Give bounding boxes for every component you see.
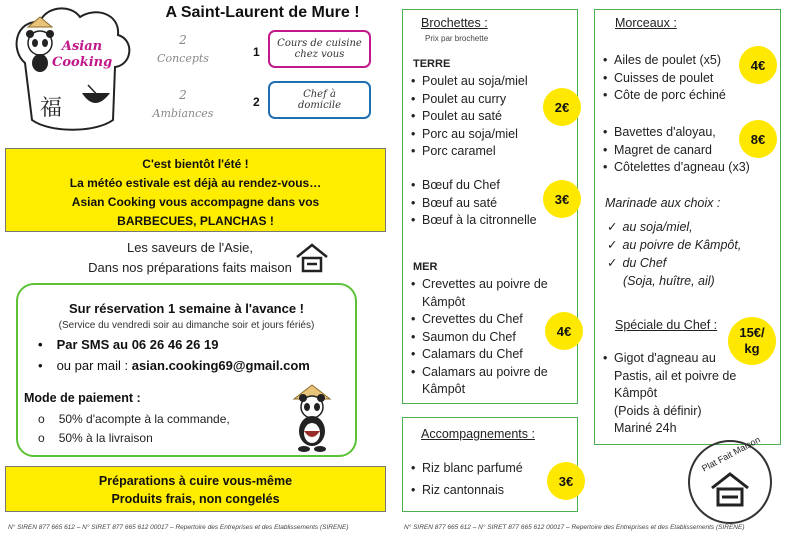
accompagnements-box <box>402 417 578 512</box>
ambiances-label: Ambiances <box>152 107 214 120</box>
list-item: • Riz blanc parfumé <box>411 461 523 475</box>
list-item: • Calamars du Chef <box>411 347 523 361</box>
list-item: • Crevettes du Chef <box>411 312 523 326</box>
list-item: • Porc caramel <box>411 144 496 158</box>
list-item: ✓ au poivre de Kâmpôt, <box>607 238 742 252</box>
fait-maison-stamp <box>688 434 772 524</box>
list-item: • Porc au soja/miel <box>411 126 518 141</box>
page-title: A Saint-Laurent de Mure ! <box>165 4 360 21</box>
list-item: • Ailes de poulet (x5) <box>603 53 722 67</box>
list-item: • Poulet au soja/miel <box>411 74 528 88</box>
list-item: • Riz cantonnais <box>411 482 504 497</box>
morceaux-group2-list <box>603 124 750 177</box>
concepts-label: Concepts <box>157 52 209 65</box>
list-item: • Crevettes au poivre de Kâmpôt <box>411 277 548 309</box>
list-item: • Bavettes d'aloyau, <box>603 125 716 139</box>
terre-group1-list <box>411 73 528 161</box>
list-item: • Cuisses de poulet <box>603 70 714 85</box>
special-title: Spéciale du Chef : <box>615 318 718 332</box>
brochettes-subtitle: Prix par brochette <box>425 34 489 43</box>
pill2-label: Chef à domicile <box>297 89 342 111</box>
list-item: • Côte de porc échiné <box>603 88 726 102</box>
reservation-box <box>16 283 357 457</box>
price-badge: 8€ <box>739 120 777 158</box>
list-item: ✓ au soja/miel, <box>607 220 693 234</box>
check-icon: ✓ <box>607 220 618 234</box>
pill2-number: 2 <box>253 95 260 109</box>
payment-list <box>38 410 230 448</box>
ambiances-number: 2 <box>179 88 187 102</box>
list-item: • Saumon du Chef <box>411 329 516 344</box>
marinade-note: (Soja, huître, ail) <box>623 274 715 288</box>
morceaux-box <box>594 9 781 445</box>
asian-cooking-logo <box>10 5 135 140</box>
list-item: • Poulet au saté <box>411 109 502 123</box>
mail-prefix: ou par mail : <box>56 358 132 373</box>
morceaux-group1-list <box>603 52 726 105</box>
pill1-label: Cours de cuisine chez vous <box>277 38 362 60</box>
marinade-title: Marinade aux choix : <box>605 196 721 210</box>
saveurs-text <box>50 238 330 278</box>
concepts-number: 2 <box>179 33 187 47</box>
terre-label: TERRE <box>413 58 451 70</box>
brochettes-box <box>402 9 578 404</box>
mer-list <box>411 276 561 399</box>
logo-line1: Asian <box>61 39 103 54</box>
price-badge: 4€ <box>545 312 583 350</box>
payment-item: o 50% d'acompte à la commande, <box>38 412 230 426</box>
terre-group2-list <box>411 177 537 230</box>
bottom-banner-line1: Préparations à cuire vous-même <box>98 474 293 488</box>
price-badge: 3€ <box>547 462 585 500</box>
list-item: • Magret de canard <box>603 142 712 157</box>
special-note: (Poids à définir) <box>614 403 702 418</box>
price-badge: 2€ <box>543 88 581 126</box>
payment-title: Mode de paiement : <box>24 391 141 405</box>
accompagnements-title: Accompagnements : <box>421 427 535 441</box>
list-item: • Bœuf du Chef <box>411 178 500 192</box>
price-badge: 4€ <box>739 46 777 84</box>
pill1-number: 1 <box>253 45 260 59</box>
house-icon <box>294 242 330 274</box>
saveurs-line1: Les saveurs de l'Asie, <box>126 240 254 255</box>
list-item: • Côtelettes d'agneau (x3) <box>603 160 750 174</box>
brochettes-title: Brochettes : <box>421 16 488 30</box>
sms-text: Par SMS au 06 26 46 26 19 <box>56 337 219 352</box>
banner-line2: La météo estivale est déjà au rendez-vous… <box>69 176 322 190</box>
reservation-title: Sur réservation 1 semaine à l'avance ! <box>68 301 305 316</box>
check-icon: ✓ <box>607 238 618 252</box>
stamp-text: Plat Fait Maison <box>700 434 762 474</box>
pill-chef-domicile <box>268 81 371 119</box>
footer-right: N° SIREN 877 665 612 – N° SIRET 877 665 612 00017 – Repertoire des Entreprises et des Etablissements (SIRENE) <box>404 524 745 531</box>
panda-chef-icon <box>286 381 338 453</box>
payment-item: o 50% à la livraison <box>38 431 153 445</box>
special-list <box>603 350 748 438</box>
list-item: • Poulet au curry <box>411 91 507 106</box>
saveurs-line2: Dans nos préparations faits maison <box>88 260 292 275</box>
chef-hat-logo-icon <box>10 5 135 140</box>
special-note: Mariné 24h <box>614 421 677 435</box>
accompagnements-list <box>411 460 523 499</box>
bottom-banner <box>5 466 386 512</box>
list-item: • Calamars au poivre de Kâmpôt <box>411 364 548 396</box>
marinade-list <box>607 218 741 290</box>
morceaux-title: Morceaux : <box>615 16 677 30</box>
pill-cours-cuisine <box>268 30 371 68</box>
logo-hanzi: 福 <box>40 96 63 121</box>
list-item: ✓ du Chef <box>607 256 667 270</box>
mer-label: MER <box>413 261 438 273</box>
special-price-badge: 15€/ kg <box>728 317 776 365</box>
reservation-subtitle: (Service du vendredi soir au dimanche soir et jours fériés) <box>58 320 315 331</box>
reservation-mail: • ou par mail : asian.cooking69@gmail.com <box>38 358 310 373</box>
banner-line1: C'est bientôt l'été ! <box>142 157 249 171</box>
reservation-sms: • Par SMS au 06 26 46 26 19 <box>38 337 219 352</box>
list-item: • Bœuf au saté <box>411 195 498 210</box>
mail-address[interactable]: asian.cooking69@gmail.com <box>131 358 310 373</box>
list-item: • Bœuf à la citronnelle <box>411 213 537 227</box>
bottom-banner-line2: Produits frais, non congelés <box>111 492 280 506</box>
price-badge: 3€ <box>543 180 581 218</box>
footer-left: N° SIREN 877 665 612 – N° SIRET 877 665 612 00017 – Repertoire des Entreprises et des Etablissements (SIRENE) <box>8 524 349 531</box>
list-item: • Gigot d'agneau au Pastis, ail et poivre de Kâmpôt <box>603 351 737 400</box>
summer-banner <box>5 148 386 232</box>
banner-line4: BARBECUES, PLANCHAS ! <box>117 214 274 228</box>
check-icon: ✓ <box>607 256 618 270</box>
logo-line2: Cooking <box>52 55 113 70</box>
banner-line3: Asian Cooking vous accompagne dans vos <box>71 195 320 209</box>
